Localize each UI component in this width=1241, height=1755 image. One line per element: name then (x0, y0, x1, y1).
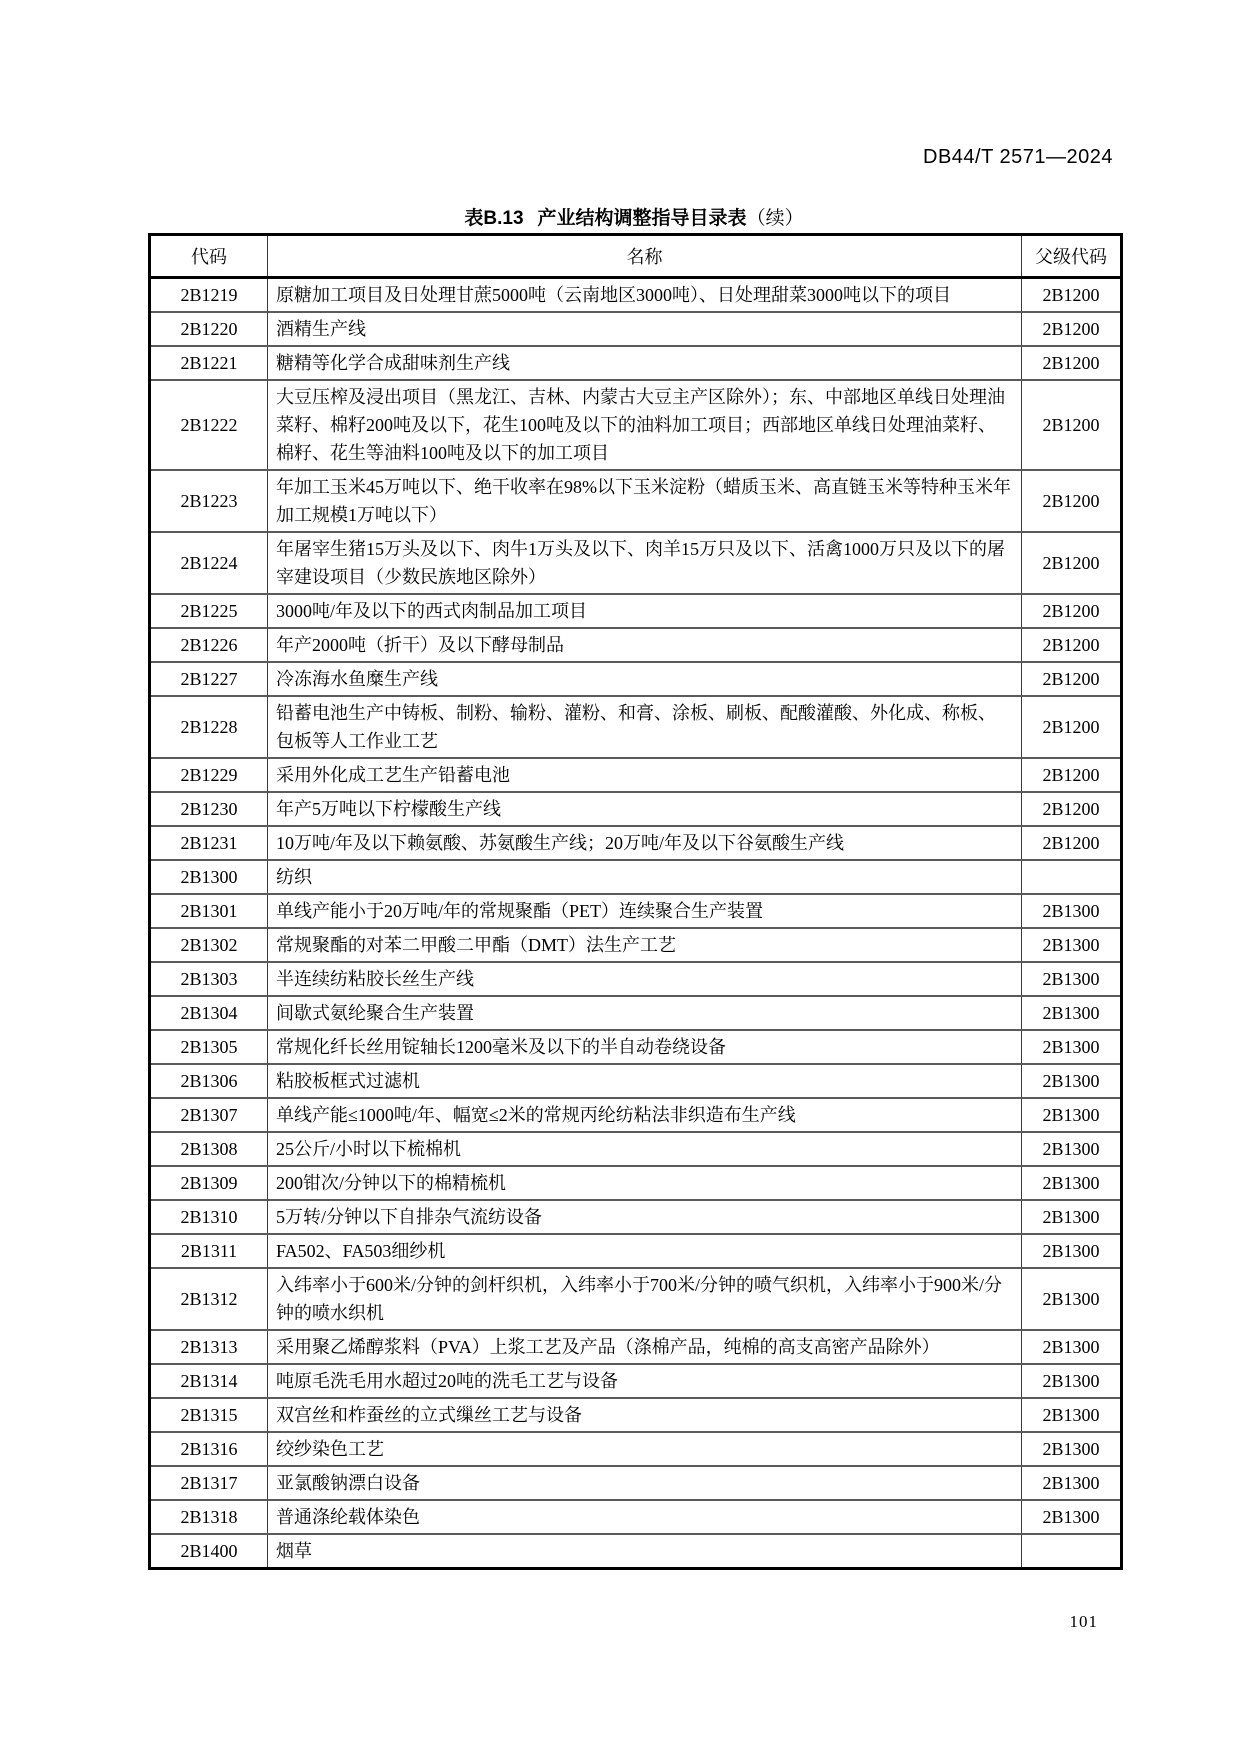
name-cell: 入纬率小于600米/分钟的剑杆织机，入纬率小于700米/分钟的喷气织机，入纬率小于900米/分钟的喷水织机 (268, 1268, 1022, 1330)
parent-code-cell: 2B1300 (1022, 1268, 1122, 1330)
parent-code-cell: 2B1300 (1022, 996, 1122, 1030)
code-cell: 2B1314 (150, 1364, 268, 1398)
parent-code-cell: 2B1200 (1022, 594, 1122, 628)
table-row (150, 1166, 1122, 1200)
table-row (150, 1064, 1122, 1098)
parent-code-cell: 2B1300 (1022, 1132, 1122, 1166)
page-number: 101 (1069, 1612, 1098, 1631)
table-row (150, 996, 1122, 1030)
industry-catalog-table (148, 233, 1123, 1570)
table-row (150, 346, 1122, 380)
parent-code-cell: 2B1200 (1022, 696, 1122, 758)
parent-code-cell: 2B1300 (1022, 1234, 1122, 1268)
table-row (150, 1534, 1122, 1569)
table-row (150, 628, 1122, 662)
table-row (150, 860, 1122, 894)
table-row (150, 962, 1122, 996)
table-row (150, 1268, 1122, 1330)
parent-code-cell: 2B1300 (1022, 1064, 1122, 1098)
name-cell: 纺织 (268, 860, 1022, 894)
table-row (150, 758, 1122, 792)
table-row (150, 1432, 1122, 1466)
name-cell: 酒精生产线 (268, 312, 1022, 346)
name-cell: 糖精等化学合成甜味剂生产线 (268, 346, 1022, 380)
parent-code-cell: 2B1200 (1022, 278, 1122, 313)
table-row (150, 894, 1122, 928)
code-cell: 2B1318 (150, 1500, 268, 1534)
table-row (150, 470, 1122, 532)
code-cell: 2B1311 (150, 1234, 268, 1268)
name-cell: 常规化纤长丝用锭轴长1200毫米及以下的半自动卷绕设备 (268, 1030, 1022, 1064)
parent-code-cell: 2B1300 (1022, 1500, 1122, 1534)
code-cell: 2B1305 (150, 1030, 268, 1064)
parent-code-cell: 2B1200 (1022, 826, 1122, 860)
standard-number: DB44/T 2571—2024 (923, 146, 1113, 168)
code-cell: 2B1313 (150, 1330, 268, 1364)
parent-code-cell: 2B1300 (1022, 1364, 1122, 1398)
table-row (150, 826, 1122, 860)
table-row (150, 380, 1122, 470)
table-row (150, 1364, 1122, 1398)
name-cell: 吨原毛洗毛用水超过20吨的洗毛工艺与设备 (268, 1364, 1022, 1398)
column-header-parent-code: 父级代码 (1022, 235, 1122, 278)
table-row (150, 1398, 1122, 1432)
table-row (150, 1466, 1122, 1500)
name-cell: 粘胶板框式过滤机 (268, 1064, 1022, 1098)
code-cell: 2B1228 (150, 696, 268, 758)
parent-code-cell: 2B1200 (1022, 792, 1122, 826)
name-cell: 烟草 (268, 1534, 1022, 1569)
code-cell: 2B1226 (150, 628, 268, 662)
table-row (150, 1500, 1122, 1534)
name-cell: 10万吨/年及以下赖氨酸、苏氨酸生产线；20万吨/年及以下谷氨酸生产线 (268, 826, 1022, 860)
parent-code-cell: 2B1300 (1022, 928, 1122, 962)
table-header-row (150, 235, 1122, 278)
parent-code-cell: 2B1200 (1022, 346, 1122, 380)
table-row (150, 278, 1122, 313)
name-cell: 单线产能≤1000吨/年、幅宽≤2米的常规丙纶纺粘法非织造布生产线 (268, 1098, 1022, 1132)
code-cell: 2B1301 (150, 894, 268, 928)
name-cell: 绞纱染色工艺 (268, 1432, 1022, 1466)
code-cell: 2B1315 (150, 1398, 268, 1432)
code-cell: 2B1309 (150, 1166, 268, 1200)
parent-code-cell: 2B1300 (1022, 1398, 1122, 1432)
code-cell: 2B1300 (150, 860, 268, 894)
table-row (150, 594, 1122, 628)
table-row (150, 532, 1122, 594)
name-cell: 间歇式氨纶聚合生产装置 (268, 996, 1022, 1030)
code-cell: 2B1229 (150, 758, 268, 792)
table-row (150, 1330, 1122, 1364)
code-cell: 2B1227 (150, 662, 268, 696)
parent-code-cell: 2B1200 (1022, 380, 1122, 470)
parent-code-cell: 2B1300 (1022, 1200, 1122, 1234)
table-row (150, 1132, 1122, 1166)
parent-code-cell: 2B1200 (1022, 758, 1122, 792)
table-row (150, 1200, 1122, 1234)
name-cell: 年产2000吨（折干）及以下酵母制品 (268, 628, 1022, 662)
name-cell: 25公斤/小时以下梳棉机 (268, 1132, 1022, 1166)
name-cell: 双宫丝和柞蚕丝的立式缫丝工艺与设备 (268, 1398, 1022, 1432)
name-cell: 普通涤纶载体染色 (268, 1500, 1022, 1534)
name-cell: 亚氯酸钠漂白设备 (268, 1466, 1022, 1500)
code-cell: 2B1222 (150, 380, 268, 470)
parent-code-cell: 2B1300 (1022, 894, 1122, 928)
code-cell: 2B1307 (150, 1098, 268, 1132)
column-header-name: 名称 (268, 235, 1022, 278)
code-cell: 2B1220 (150, 312, 268, 346)
table-row (150, 1234, 1122, 1268)
name-cell: 3000吨/年及以下的西式肉制品加工项目 (268, 594, 1022, 628)
parent-code-cell: 2B1300 (1022, 962, 1122, 996)
name-cell: 原糖加工项目及日处理甘蔗5000吨（云南地区3000吨）、日处理甜菜3000吨以下的项目 (268, 278, 1022, 313)
table-row (150, 1030, 1122, 1064)
table-title (148, 203, 1120, 230)
code-cell: 2B1231 (150, 826, 268, 860)
parent-code-cell: 2B1300 (1022, 1166, 1122, 1200)
name-cell: 5万转/分钟以下自排杂气流纺设备 (268, 1200, 1022, 1234)
name-cell: 常规聚酯的对苯二甲酸二甲酯（DMT）法生产工艺 (268, 928, 1022, 962)
table-row (150, 696, 1122, 758)
name-cell: 冷冻海水鱼糜生产线 (268, 662, 1022, 696)
code-cell: 2B1221 (150, 346, 268, 380)
table-title-label: 表B.13 (464, 208, 524, 229)
name-cell: 年屠宰生猪15万头及以下、肉牛1万头及以下、肉羊15万只及以下、活禽1000万只及以下的屠宰建设项目（少数民族地区除外） (268, 532, 1022, 594)
table-row (150, 1098, 1122, 1132)
parent-code-cell: 2B1200 (1022, 662, 1122, 696)
parent-code-cell: 2B1300 (1022, 1330, 1122, 1364)
table-row (150, 312, 1122, 346)
parent-code-cell: 2B1300 (1022, 1432, 1122, 1466)
table-row (150, 928, 1122, 962)
code-cell: 2B1302 (150, 928, 268, 962)
name-cell: 铅蓄电池生产中铸板、制粉、输粉、灌粉、和膏、涂板、刷板、配酸灌酸、外化成、称板、包板等人工作业工艺 (268, 696, 1022, 758)
code-cell: 2B1310 (150, 1200, 268, 1234)
code-cell: 2B1224 (150, 532, 268, 594)
table-row (150, 662, 1122, 696)
code-cell: 2B1316 (150, 1432, 268, 1466)
table-title-main: 产业结构调整指导目录表 (537, 208, 747, 229)
column-header-code: 代码 (150, 235, 268, 278)
name-cell: 半连续纺粘胶长丝生产线 (268, 962, 1022, 996)
name-cell: 200钳次/分钟以下的棉精梳机 (268, 1166, 1022, 1200)
parent-code-cell: 2B1300 (1022, 1030, 1122, 1064)
parent-code-cell: 2B1200 (1022, 532, 1122, 594)
table-title-continued: （续） (746, 208, 804, 229)
name-cell: 采用外化成工艺生产铅蓄电池 (268, 758, 1022, 792)
code-cell: 2B1225 (150, 594, 268, 628)
code-cell: 2B1308 (150, 1132, 268, 1166)
name-cell: 采用聚乙烯醇浆料（PVA）上浆工艺及产品（涤棉产品，纯棉的高支高密产品除外） (268, 1330, 1022, 1364)
name-cell: 年加工玉米45万吨以下、绝干收率在98%以下玉米淀粉（蜡质玉米、高直链玉米等特种玉米年加工规模1万吨以下） (268, 470, 1022, 532)
code-cell: 2B1400 (150, 1534, 268, 1569)
code-cell: 2B1223 (150, 470, 268, 532)
name-cell: 年产5万吨以下柠檬酸生产线 (268, 792, 1022, 826)
name-cell: 大豆压榨及浸出项目（黑龙江、吉林、内蒙古大豆主产区除外）；东、中部地区单线日处理油菜籽、棉籽200吨及以下，花生100吨及以下的油料加工项目；西部地区单线日处理油菜籽、棉籽、花生等油料100吨及以下的加工项目 (268, 380, 1022, 470)
code-cell: 2B1230 (150, 792, 268, 826)
parent-code-cell: 2B1300 (1022, 1098, 1122, 1132)
code-cell: 2B1303 (150, 962, 268, 996)
name-cell: 单线产能小于20万吨/年的常规聚酯（PET）连续聚合生产装置 (268, 894, 1022, 928)
code-cell: 2B1306 (150, 1064, 268, 1098)
code-cell: 2B1219 (180, 285, 238, 305)
parent-code-cell (1022, 1534, 1122, 1569)
parent-code-cell: 2B1200 (1022, 312, 1122, 346)
code-cell: 2B1304 (150, 996, 268, 1030)
table-row (150, 792, 1122, 826)
parent-code-cell (1022, 860, 1122, 894)
name-cell: FA502、FA503细纱机 (268, 1234, 1022, 1268)
parent-code-cell: 2B1200 (1022, 470, 1122, 532)
parent-code-cell: 2B1300 (1022, 1466, 1122, 1500)
parent-code-cell: 2B1200 (1022, 628, 1122, 662)
code-cell: 2B1317 (150, 1466, 268, 1500)
code-cell: 2B1312 (150, 1268, 268, 1330)
